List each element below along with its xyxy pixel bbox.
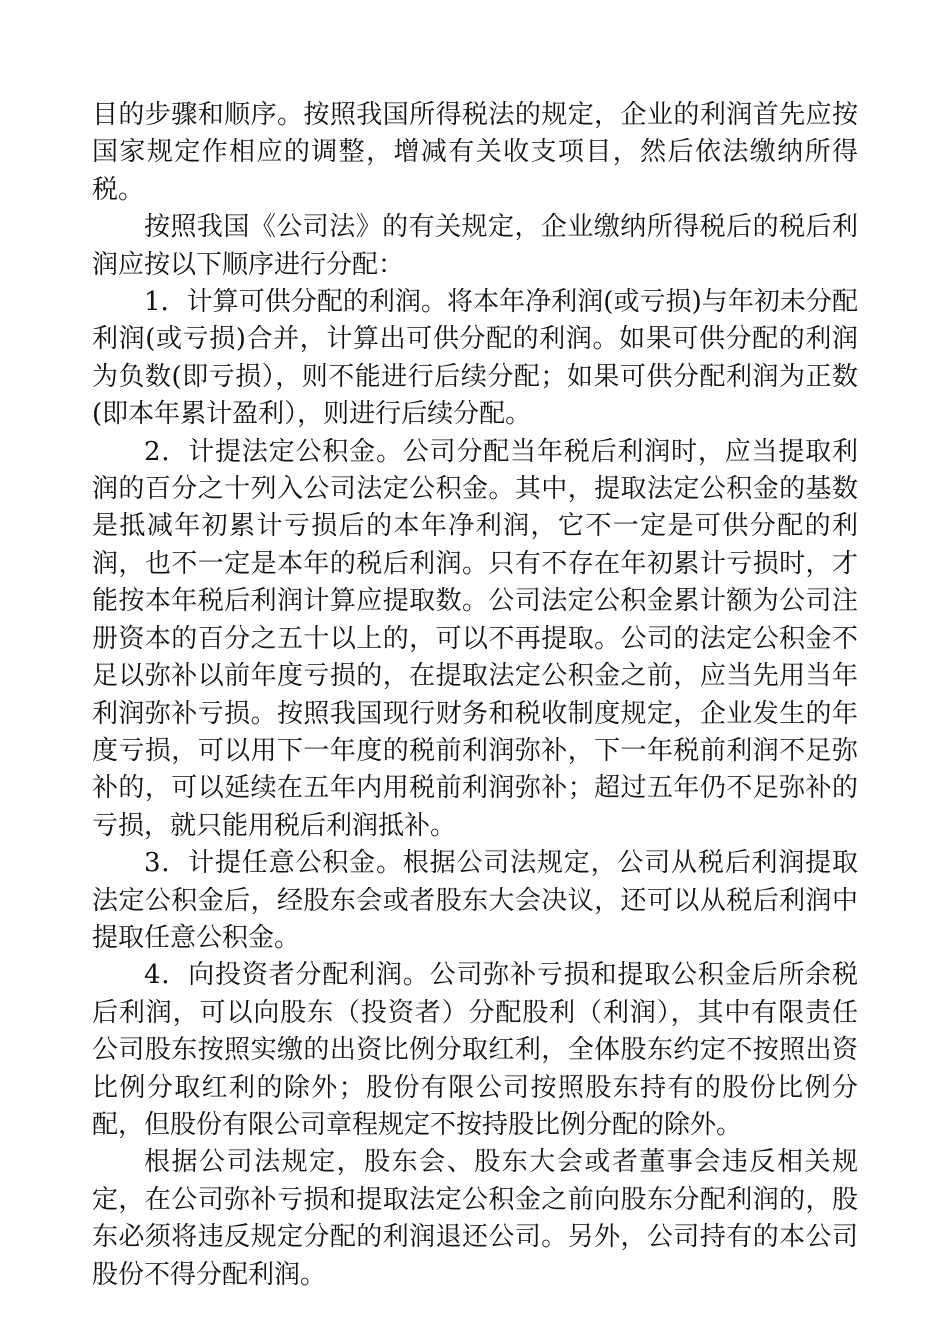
paragraph-item-3: 3．计提任意公积金。根据公司法规定，公司从税后利润提取法定公积金后，经股东会或者股东大会决议，还可以从税后利润中提取任意公积金。 [92,848,858,953]
paragraph-item-1: 1．计算可供分配的利润。将本年净利润(或亏损)与年初未分配利润(或亏损)合并，计算出可供分配的利润。如果可供分配的利润为负数(即亏损），则不能进行后续分配；如果可供分配利润为正数(即本年累计盈利），则进行后续分配。 [92,287,858,430]
paragraph-conclusion: 根据公司法规定，股东会、股东大会或者董事会违反相关规定，在公司弥补亏损和提取法定公积金之前向股东分配利润的，股东必须将违反规定分配的利润退还公司。另外，公司持有的本公司股份不得分配利润。 [92,1147,858,1290]
paragraph-continuation: 目的步骤和顺序。按照我国所得税法的规定，企业的利润首先应按国家规定作相应的调整，增减有关收支项目，然后依法缴纳所得税。 [92,100,858,205]
paragraph-intro: 按照我国《公司法》的有关规定，企业缴纳所得税后的税后利润应按以下顺序进行分配： [92,212,858,280]
paragraph-item-2: 2．计提法定公积金。公司分配当年税后利润时，应当提取利润的百分之十列入公司法定公积金。其中，提取法定公积金的基数是抵减年初累计亏损后的本年净利润，它不一定是可供分配的利润，也不一定是本年的税后利润。只有不存在年初累计亏损时，才能按本年税后利润计算应提取数。公司法定公积金累计额为公司注册资本的百分之五十以上的，可以不再提取。公司的法定公积金不足以弥补以前年度亏损的，在提取法定公积金之前，应当先用当年利润弥补亏损。按照我国现行财务和税收制度规定，企业发生的年度亏损，可以用下一年度的税前利润弥补，下一年税前利润不足弥补的，可以延续在五年内用税前利润弥补；超过五年仍不足弥补的亏损，就只能用税后利润抵补。 [92,436,858,841]
paragraph-item-4: 4．向投资者分配利润。公司弥补亏损和提取公积金后所余税后利润，可以向股东（投资者）分配股利（利润），其中有限责任公司股东按照实缴的出资比例分取红利，全体股东约定不按照出资比例分取红利的除外；股份有限公司按照股东持有的股份比例分配，但股份有限公司章程规定不按持股比例分配的除外。 [92,960,858,1140]
document-body [92,97,858,1294]
